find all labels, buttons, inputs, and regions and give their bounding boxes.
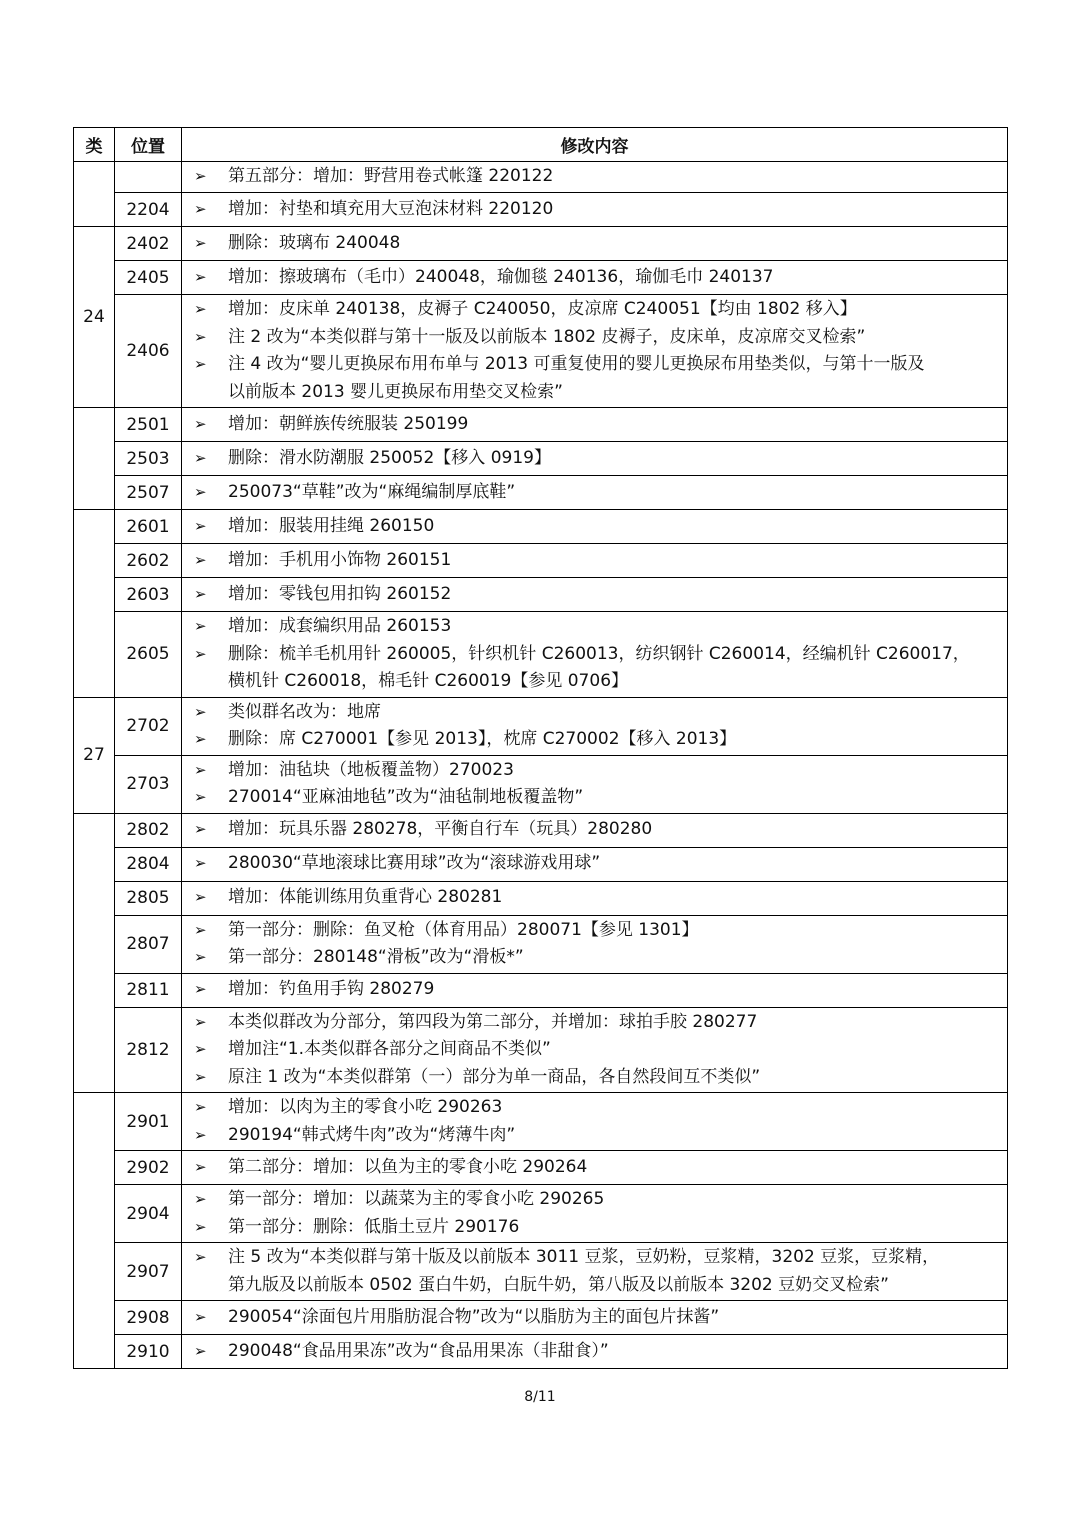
- content-line: [194, 196, 1001, 224]
- arrow-bullet-icon: ➢: [194, 167, 207, 186]
- arrow-bullet-icon: ➢: [194, 1098, 207, 1116]
- table-row: [74, 881, 1008, 915]
- content-cell: [182, 755, 1008, 813]
- position-cell: 2406: [115, 295, 182, 408]
- content-line: [194, 1122, 1001, 1150]
- arrow-bullet-icon: ➢: [194, 1307, 207, 1326]
- content-text: 删除：滑水防潮服 250052【移入 0919】: [228, 447, 551, 468]
- content-text: 增加：衬垫和填充用大豆泡沫材料 220120: [228, 198, 554, 219]
- table-row: [74, 261, 1008, 295]
- position-cell: 2402: [115, 227, 182, 261]
- arrow-bullet-icon: ➢: [194, 788, 207, 806]
- table-row: [74, 295, 1008, 408]
- content-line: [194, 641, 1001, 669]
- content-text: 290054“涂面包片用脂肪混合物”改为“以脂肪为主的面包片抹酱”: [228, 1306, 720, 1327]
- content-line: [194, 1154, 1001, 1182]
- content-cell: [182, 697, 1008, 755]
- content-line: [194, 1304, 1001, 1332]
- content-text: 增加：服装用挂绳 260150: [228, 515, 435, 536]
- content-text: 第一部分：删除：鱼叉枪（体育用品）280071【参见 1301】: [228, 919, 699, 940]
- class-cell: 24: [74, 227, 115, 408]
- class-cell: [74, 408, 115, 510]
- content-text: 增加：玩具乐器 280278，平衡自行车（玩具）280280: [228, 819, 653, 840]
- class-cell: [74, 510, 115, 698]
- content-cell: [182, 1185, 1008, 1243]
- content-text: 增加：零钱包用扣钩 260152: [228, 583, 452, 604]
- content-text: 增加：钓鱼用手钩 280279: [228, 979, 435, 1000]
- content-cell: [182, 612, 1008, 698]
- content-line: [194, 784, 1001, 812]
- arrow-bullet-icon: ➢: [194, 267, 207, 286]
- content-line: [194, 351, 1001, 379]
- content-text: 第一部分：删除：低脂土豆片 290176: [228, 1216, 520, 1237]
- position-cell: 2601: [115, 510, 182, 544]
- position-cell: 2811: [115, 973, 182, 1007]
- table-row: [74, 1185, 1008, 1243]
- content-text: 原注 1 改为“本类似群第（一）部分为单一商品，各自然段间互不类似”: [228, 1066, 761, 1087]
- table-row: [74, 578, 1008, 612]
- content-line: [194, 1036, 1001, 1064]
- content-text: 290048“食品用果冻”改为“食品用果冻（非甜食）”: [228, 1340, 609, 1361]
- arrow-bullet-icon: ➢: [194, 617, 207, 635]
- content-text: 增加：以肉为主的零食小吃 290263: [228, 1097, 503, 1117]
- position-cell: 2907: [115, 1243, 182, 1301]
- table-row: [74, 697, 1008, 755]
- content-line: [194, 513, 1001, 541]
- arrow-bullet-icon: ➢: [194, 550, 207, 569]
- table-row: [74, 755, 1008, 813]
- table-row: [74, 162, 1008, 193]
- arrow-bullet-icon: ➢: [194, 730, 207, 748]
- position-cell: 2902: [115, 1151, 182, 1185]
- revision-table: [73, 127, 1008, 1369]
- content-text: 增加：油毡块（地板覆盖物）270023: [228, 759, 514, 780]
- content-cell: [182, 1093, 1008, 1151]
- table-row: [74, 193, 1008, 227]
- arrow-bullet-icon: ➢: [194, 920, 207, 939]
- content-cell: [182, 442, 1008, 476]
- table-row: [74, 1151, 1008, 1185]
- content-cell: [182, 881, 1008, 915]
- table-row: [74, 1301, 1008, 1335]
- header-content: 修改内容: [182, 128, 1008, 162]
- content-line: [194, 726, 1001, 754]
- arrow-bullet-icon: ➢: [194, 482, 207, 501]
- arrow-bullet-icon: ➢: [194, 1125, 207, 1144]
- content-line: [194, 411, 1001, 439]
- content-line: [194, 884, 1001, 912]
- arrow-bullet-icon: ➢: [194, 199, 207, 218]
- table-row: [74, 1335, 1008, 1369]
- arrow-bullet-icon: ➢: [194, 854, 207, 873]
- position-cell: 2507: [115, 476, 182, 510]
- position-cell: 2812: [115, 1007, 182, 1093]
- content-cell: [182, 544, 1008, 578]
- content-text: 第五部分：增加：野营用卷式帐篷 220122: [228, 166, 554, 187]
- content-line: [194, 757, 1001, 785]
- position-cell: 2910: [115, 1335, 182, 1369]
- arrow-bullet-icon: ➢: [194, 327, 207, 346]
- content-line: [194, 1064, 1001, 1092]
- content-cell: [182, 1335, 1008, 1369]
- content-cell: [182, 973, 1008, 1007]
- arrow-bullet-icon: ➢: [194, 448, 207, 467]
- arrow-bullet-icon: ➢: [194, 300, 207, 318]
- page-number: 8/11: [524, 1389, 556, 1405]
- content-text: 290194“韩式烤牛肉”改为“烤薄牛肉”: [228, 1124, 516, 1145]
- content-text: 注 2 改为“本类似群与第十一版及以前版本 1802 皮褥子，皮床单，皮凉席交叉检索”: [228, 326, 866, 347]
- position-cell: 2904: [115, 1185, 182, 1243]
- content-line: [194, 1338, 1001, 1366]
- arrow-bullet-icon: ➢: [194, 1157, 207, 1176]
- content-text: 第二部分：增加：以鱼为主的零食小吃 290264: [228, 1156, 588, 1177]
- document-page: [73, 127, 1007, 1369]
- content-text: 注 5 改为“本类似群与第十版及以前版本 3011 豆浆，豆奶粉，豆浆精，3202 豆浆，豆浆精，: [228, 1247, 940, 1267]
- content-line: [194, 944, 1001, 972]
- arrow-bullet-icon: ➢: [194, 584, 207, 603]
- content-line: [194, 1009, 1001, 1037]
- content-cell: [182, 408, 1008, 442]
- arrow-bullet-icon: ➢: [194, 888, 207, 907]
- content-line: [194, 917, 1001, 945]
- content-cell: [182, 1243, 1008, 1301]
- table-row: [74, 847, 1008, 881]
- position-cell: [115, 162, 182, 193]
- content-cell: [182, 510, 1008, 544]
- content-cell: [182, 162, 1008, 193]
- position-cell: 2603: [115, 578, 182, 612]
- content-line: [194, 479, 1001, 507]
- arrow-bullet-icon: ➢: [194, 233, 207, 252]
- content-cell: [182, 847, 1008, 881]
- table-row: [74, 1243, 1008, 1301]
- content-line: [194, 816, 1001, 844]
- position-cell: 2605: [115, 612, 182, 698]
- table-row: [74, 915, 1008, 973]
- content-line: [194, 296, 1001, 324]
- position-cell: 2702: [115, 697, 182, 755]
- content-text: 注 4 改为“婴儿更换尿布用布单与 2013 可重复使用的婴儿更换尿布用垫类似，与第十一版及: [228, 354, 925, 374]
- header-position: 位置: [115, 128, 182, 162]
- content-cell: [182, 476, 1008, 510]
- content-cell: [182, 227, 1008, 261]
- content-line: [194, 1094, 1001, 1122]
- position-cell: 2501: [115, 408, 182, 442]
- position-cell: 2405: [115, 261, 182, 295]
- content-cell: [182, 261, 1008, 295]
- content-text: 第一部分：增加：以蔬菜为主的零食小吃 290265: [228, 1189, 605, 1209]
- table-row: [74, 544, 1008, 578]
- content-line: [194, 581, 1001, 609]
- table-row: [74, 476, 1008, 510]
- table-row: [74, 1007, 1008, 1093]
- arrow-bullet-icon: ➢: [194, 516, 207, 535]
- table-row: [74, 612, 1008, 698]
- table-row: [74, 973, 1008, 1007]
- arrow-bullet-icon: ➢: [194, 948, 207, 966]
- header-class: 类: [74, 128, 115, 162]
- content-text: 增加：皮床单 240138，皮褥子 C240050，皮凉席 C240051【均由 1802 移入】: [228, 299, 857, 319]
- class-cell: 27: [74, 697, 115, 813]
- content-line-continuation: 以前版本 2013 婴儿更换尿布用垫交叉检索”: [228, 381, 563, 402]
- arrow-bullet-icon: ➢: [194, 644, 207, 663]
- arrow-bullet-icon: ➢: [194, 414, 207, 433]
- table-header-row: [74, 128, 1008, 162]
- table-row: [74, 510, 1008, 544]
- content-text: 250073“草鞋”改为“麻绳编制厚底鞋”: [228, 481, 516, 502]
- table-body: [74, 162, 1008, 1369]
- content-text: 类似群名改为：地席: [228, 701, 381, 722]
- position-cell: 2807: [115, 915, 182, 973]
- position-cell: 2703: [115, 755, 182, 813]
- content-line-continuation: 横机针 C260018，棉毛针 C260019【参见 0706】: [228, 671, 629, 691]
- table-row: [74, 1093, 1008, 1151]
- table-row: [74, 408, 1008, 442]
- content-cell: [182, 813, 1008, 847]
- class-cell: [74, 813, 115, 1093]
- content-line: [194, 976, 1001, 1004]
- position-cell: 2901: [115, 1093, 182, 1151]
- content-line: [194, 699, 1001, 727]
- arrow-bullet-icon: ➢: [194, 980, 207, 999]
- position-cell: 2805: [115, 881, 182, 915]
- position-cell: 2503: [115, 442, 182, 476]
- content-line: [194, 230, 1001, 258]
- arrow-bullet-icon: ➢: [194, 1341, 207, 1360]
- content-text: 删除：席 C270001【参见 2013】，枕席 C270002【移入 2013】: [228, 729, 737, 749]
- content-text: 增加注“1.本类似群各部分之间商品不类似”: [228, 1039, 551, 1059]
- content-line: [194, 547, 1001, 575]
- content-text: 增加：手机用小饰物 260151: [228, 549, 452, 570]
- content-line-continuation: 第九版及以前版本 0502 蛋白牛奶，白朊牛奶，第八版及以前版本 3202 豆奶交叉检索”: [228, 1274, 889, 1295]
- arrow-bullet-icon: ➢: [194, 820, 207, 839]
- content-text: 增加：擦玻璃布（毛巾）240048，瑜伽毯 240136，瑜伽毛巾 240137: [228, 266, 774, 287]
- arrow-bullet-icon: ➢: [194, 1012, 207, 1031]
- class-cell: [74, 162, 115, 227]
- content-text: 270014“亚麻油地毡”改为“油毡制地板覆盖物”: [228, 787, 584, 807]
- position-cell: 2602: [115, 544, 182, 578]
- content-text: 增加：成套编织用品 260153: [228, 616, 452, 636]
- content-line: [194, 1186, 1001, 1214]
- table-row: [74, 813, 1008, 847]
- content-cell: [182, 295, 1008, 408]
- content-line: [194, 445, 1001, 473]
- arrow-bullet-icon: ➢: [194, 1217, 207, 1236]
- content-text: 增加：朝鲜族传统服装 250199: [228, 413, 469, 434]
- content-line: [194, 613, 1001, 641]
- arrow-bullet-icon: ➢: [194, 1040, 207, 1058]
- content-text: 删除：梳羊毛机用针 260005，针织机针 C260013，纺织钢针 C260014，经编机针 C260017，: [228, 643, 970, 664]
- content-line: [194, 1214, 1001, 1242]
- arrow-bullet-icon: ➢: [194, 760, 207, 779]
- arrow-bullet-icon: ➢: [194, 1190, 207, 1208]
- content-line: [194, 264, 1001, 292]
- table-row: [74, 442, 1008, 476]
- position-cell: 2204: [115, 193, 182, 227]
- content-line: [194, 850, 1001, 878]
- table-row: [74, 227, 1008, 261]
- position-cell: 2908: [115, 1301, 182, 1335]
- content-cell: [182, 193, 1008, 227]
- content-cell: [182, 1007, 1008, 1093]
- position-cell: 2804: [115, 847, 182, 881]
- class-cell: [74, 1093, 115, 1369]
- content-line: [194, 324, 1001, 352]
- arrow-bullet-icon: ➢: [194, 1067, 207, 1086]
- content-text: 第一部分：280148“滑板”改为“滑板*”: [228, 947, 524, 967]
- content-line: [194, 163, 1001, 191]
- content-cell: [182, 1151, 1008, 1185]
- content-cell: [182, 1301, 1008, 1335]
- content-cell: [182, 915, 1008, 973]
- arrow-bullet-icon: ➢: [194, 702, 207, 721]
- content-cell: [182, 578, 1008, 612]
- content-line: [194, 1244, 1001, 1272]
- content-text: 本类似群改为分部分，第四段为第二部分，并增加：球拍手胶 280277: [228, 1011, 758, 1032]
- arrow-bullet-icon: ➢: [194, 1248, 207, 1266]
- position-cell: 2802: [115, 813, 182, 847]
- content-text: 280030“草地滚球比赛用球”改为“滚球游戏用球”: [228, 853, 601, 874]
- content-text: 删除：玻璃布 240048: [228, 232, 401, 253]
- content-text: 增加：体能训练用负重背心 280281: [228, 887, 503, 908]
- arrow-bullet-icon: ➢: [194, 355, 207, 373]
